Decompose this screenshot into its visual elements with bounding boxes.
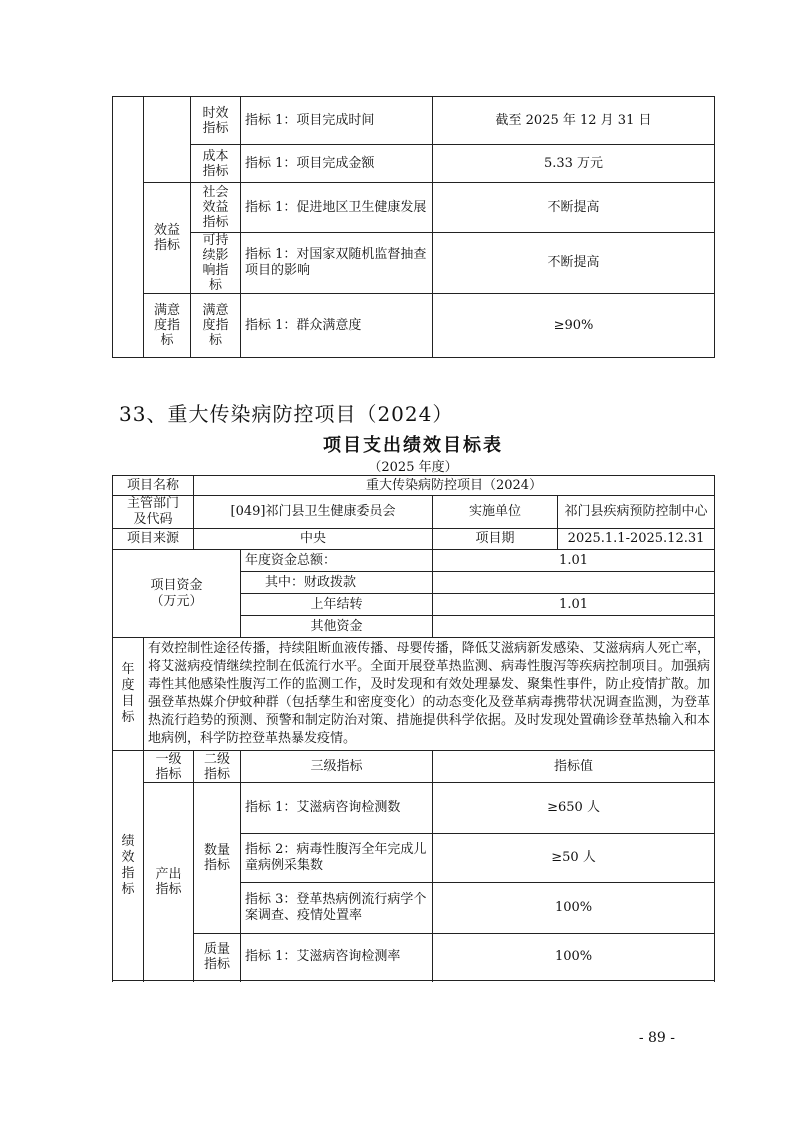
quantity-item-1-value: ≥650 人	[433, 783, 715, 834]
cost-indicator-name: 指标 1：项目完成金额	[241, 145, 433, 183]
header-value: 指标值	[433, 751, 715, 783]
satisfaction-indicator-value: ≥90%	[433, 294, 715, 358]
satisfaction-indicator-name: 指标 1：群众满意度	[241, 294, 433, 358]
header-level3: 三级指标	[241, 751, 433, 783]
benefit-level1-text: 效益 指标	[153, 223, 180, 253]
impl-unit-label: 实施单位	[433, 496, 558, 529]
quantity-item-3-value: 100%	[433, 883, 715, 934]
quantity-indicator-label-text: 数量 指标	[204, 843, 231, 873]
source-label: 项目来源	[113, 529, 194, 550]
section-heading: 33、重大传染病防控项目（2024）	[119, 402, 454, 426]
period-label: 项目期	[433, 529, 558, 550]
project-name-value: 重大传染病防控项目（2024）	[194, 476, 715, 496]
benefit-level1-label	[144, 183, 191, 294]
time-indicator-name: 指标 1：项目完成时间	[241, 97, 433, 145]
table-year: （2025 年度）	[368, 460, 458, 475]
header-level2-text: 二级 指标	[204, 751, 231, 782]
annual-goal-label-text: 年 度 目 标	[121, 662, 135, 725]
funds-total-label: 年度资金总额：	[241, 550, 433, 572]
quantity-item-2-name: 指标 2：病毒性腹泻全年完成儿童病例采集数	[241, 834, 433, 883]
funds-other-label: 其他资金	[241, 616, 433, 638]
funds-fiscal-label: 其中：财政拨款	[241, 572, 433, 594]
time-indicator-value: 截至 2025 年 12 月 31 日	[433, 97, 715, 145]
quality-indicator-label	[194, 934, 241, 981]
satisfaction-level1-text: 满意 度指 标	[153, 303, 180, 348]
level1-cell-empty	[113, 97, 144, 358]
social-indicator-name: 指标 1：促进地区卫生健康发展	[241, 183, 433, 233]
annual-goal-label	[113, 638, 144, 751]
quality-item-1-name: 指标 1：艾滋病咨询检测率	[241, 934, 433, 981]
dept-value: [049]祁门县卫生健康委员会	[194, 496, 433, 529]
funds-total-value: 1.01	[433, 550, 715, 572]
funds-fiscal-value	[433, 572, 715, 594]
source-value: 中央	[194, 529, 433, 550]
sustain-indicator-label-text: 可持 续影 响指 标	[202, 233, 229, 293]
period-value: 2025.1.1-2025.12.31	[558, 529, 715, 550]
performance-indicator-label	[113, 751, 144, 981]
project-name-label: 项目名称	[113, 476, 194, 496]
social-indicator-value: 不断提高	[433, 183, 715, 233]
social-indicator-label	[191, 183, 241, 233]
funds-label-text: 项目资金 （万元）	[150, 577, 203, 609]
quantity-item-1-name: 指标 1：艾滋病咨询检测数	[241, 783, 433, 834]
performance-indicator-label-text: 绩 效 指 标	[121, 833, 135, 897]
output-indicator-label	[144, 783, 194, 981]
quantity-item-2-value: ≥50 人	[433, 834, 715, 883]
continued-indicator-table	[112, 96, 715, 358]
header-level1-text: 一级 指标	[155, 751, 182, 782]
header-level2	[194, 751, 241, 783]
funds-other-value	[433, 616, 715, 638]
impl-unit-value: 祁门县疾病预防控制中心	[558, 496, 715, 529]
cost-indicator-value: 5.33 万元	[433, 145, 715, 183]
sustain-indicator-label	[191, 233, 241, 294]
annual-goal-text: 有效控制性途径传播，持续阻断血液传播、母婴传播，降低艾滋病新发感染、艾滋病病人死亡率，将艾滋病疫情继续控制在低流行水平。全面开展登革热监测、病毒性腹泻等疾病控制项目。加强病毒性其他感染性腹泻工作的监测工作，及时发现和有效处理暴发、聚集性事件，防止疫情扩散。加强登革热媒介伊蚊种群（包括孳生和密度变化）的动态变化及登革病毒携带状况调查监测，为登革热流行趋势的预测、预警和制定防治对策、措施提供科学依据。及时发现处置确诊登革热输入和本地病例，科学防控登革热暴发疫情。	[144, 638, 715, 751]
dept-label	[113, 496, 194, 529]
quality-item-1-value: 100%	[433, 934, 715, 981]
satisfaction-indicator-label	[191, 294, 241, 358]
funds-label	[113, 550, 241, 638]
output-indicator-label-text: 产出 指标	[155, 866, 182, 897]
header-level1	[144, 751, 194, 783]
funds-carryover-label: 上年结转	[241, 594, 433, 616]
satisfaction-level1-label	[144, 294, 191, 358]
satisfaction-indicator-label-text: 满意 度指 标	[202, 303, 229, 348]
social-indicator-label-text: 社会 效益 指标	[202, 185, 229, 230]
sustain-indicator-name: 指标 1：对国家双随机监督抽查项目的影响	[241, 233, 433, 294]
sustain-indicator-value: 不断提高	[433, 233, 715, 294]
cost-indicator-label	[191, 145, 241, 183]
time-indicator-label	[191, 97, 241, 145]
cost-indicator-label-text: 成本 指标	[202, 148, 229, 179]
time-indicator-label-text: 时效 指标	[202, 105, 229, 136]
table-title: 项目支出绩效目标表	[323, 435, 503, 456]
level1-cell-output-cont	[144, 97, 191, 183]
quantity-item-3-name: 指标 3：登革热病例流行病学个案调查、疫情处置率	[241, 883, 433, 934]
quantity-indicator-label	[194, 783, 241, 934]
funds-carryover-value: 1.01	[433, 594, 715, 616]
quality-indicator-label-text: 质量 指标	[204, 942, 231, 972]
performance-target-table	[112, 475, 715, 981]
page-number: - 89 -	[638, 1030, 675, 1046]
dept-label-text: 主管部门 及代码	[127, 496, 180, 527]
